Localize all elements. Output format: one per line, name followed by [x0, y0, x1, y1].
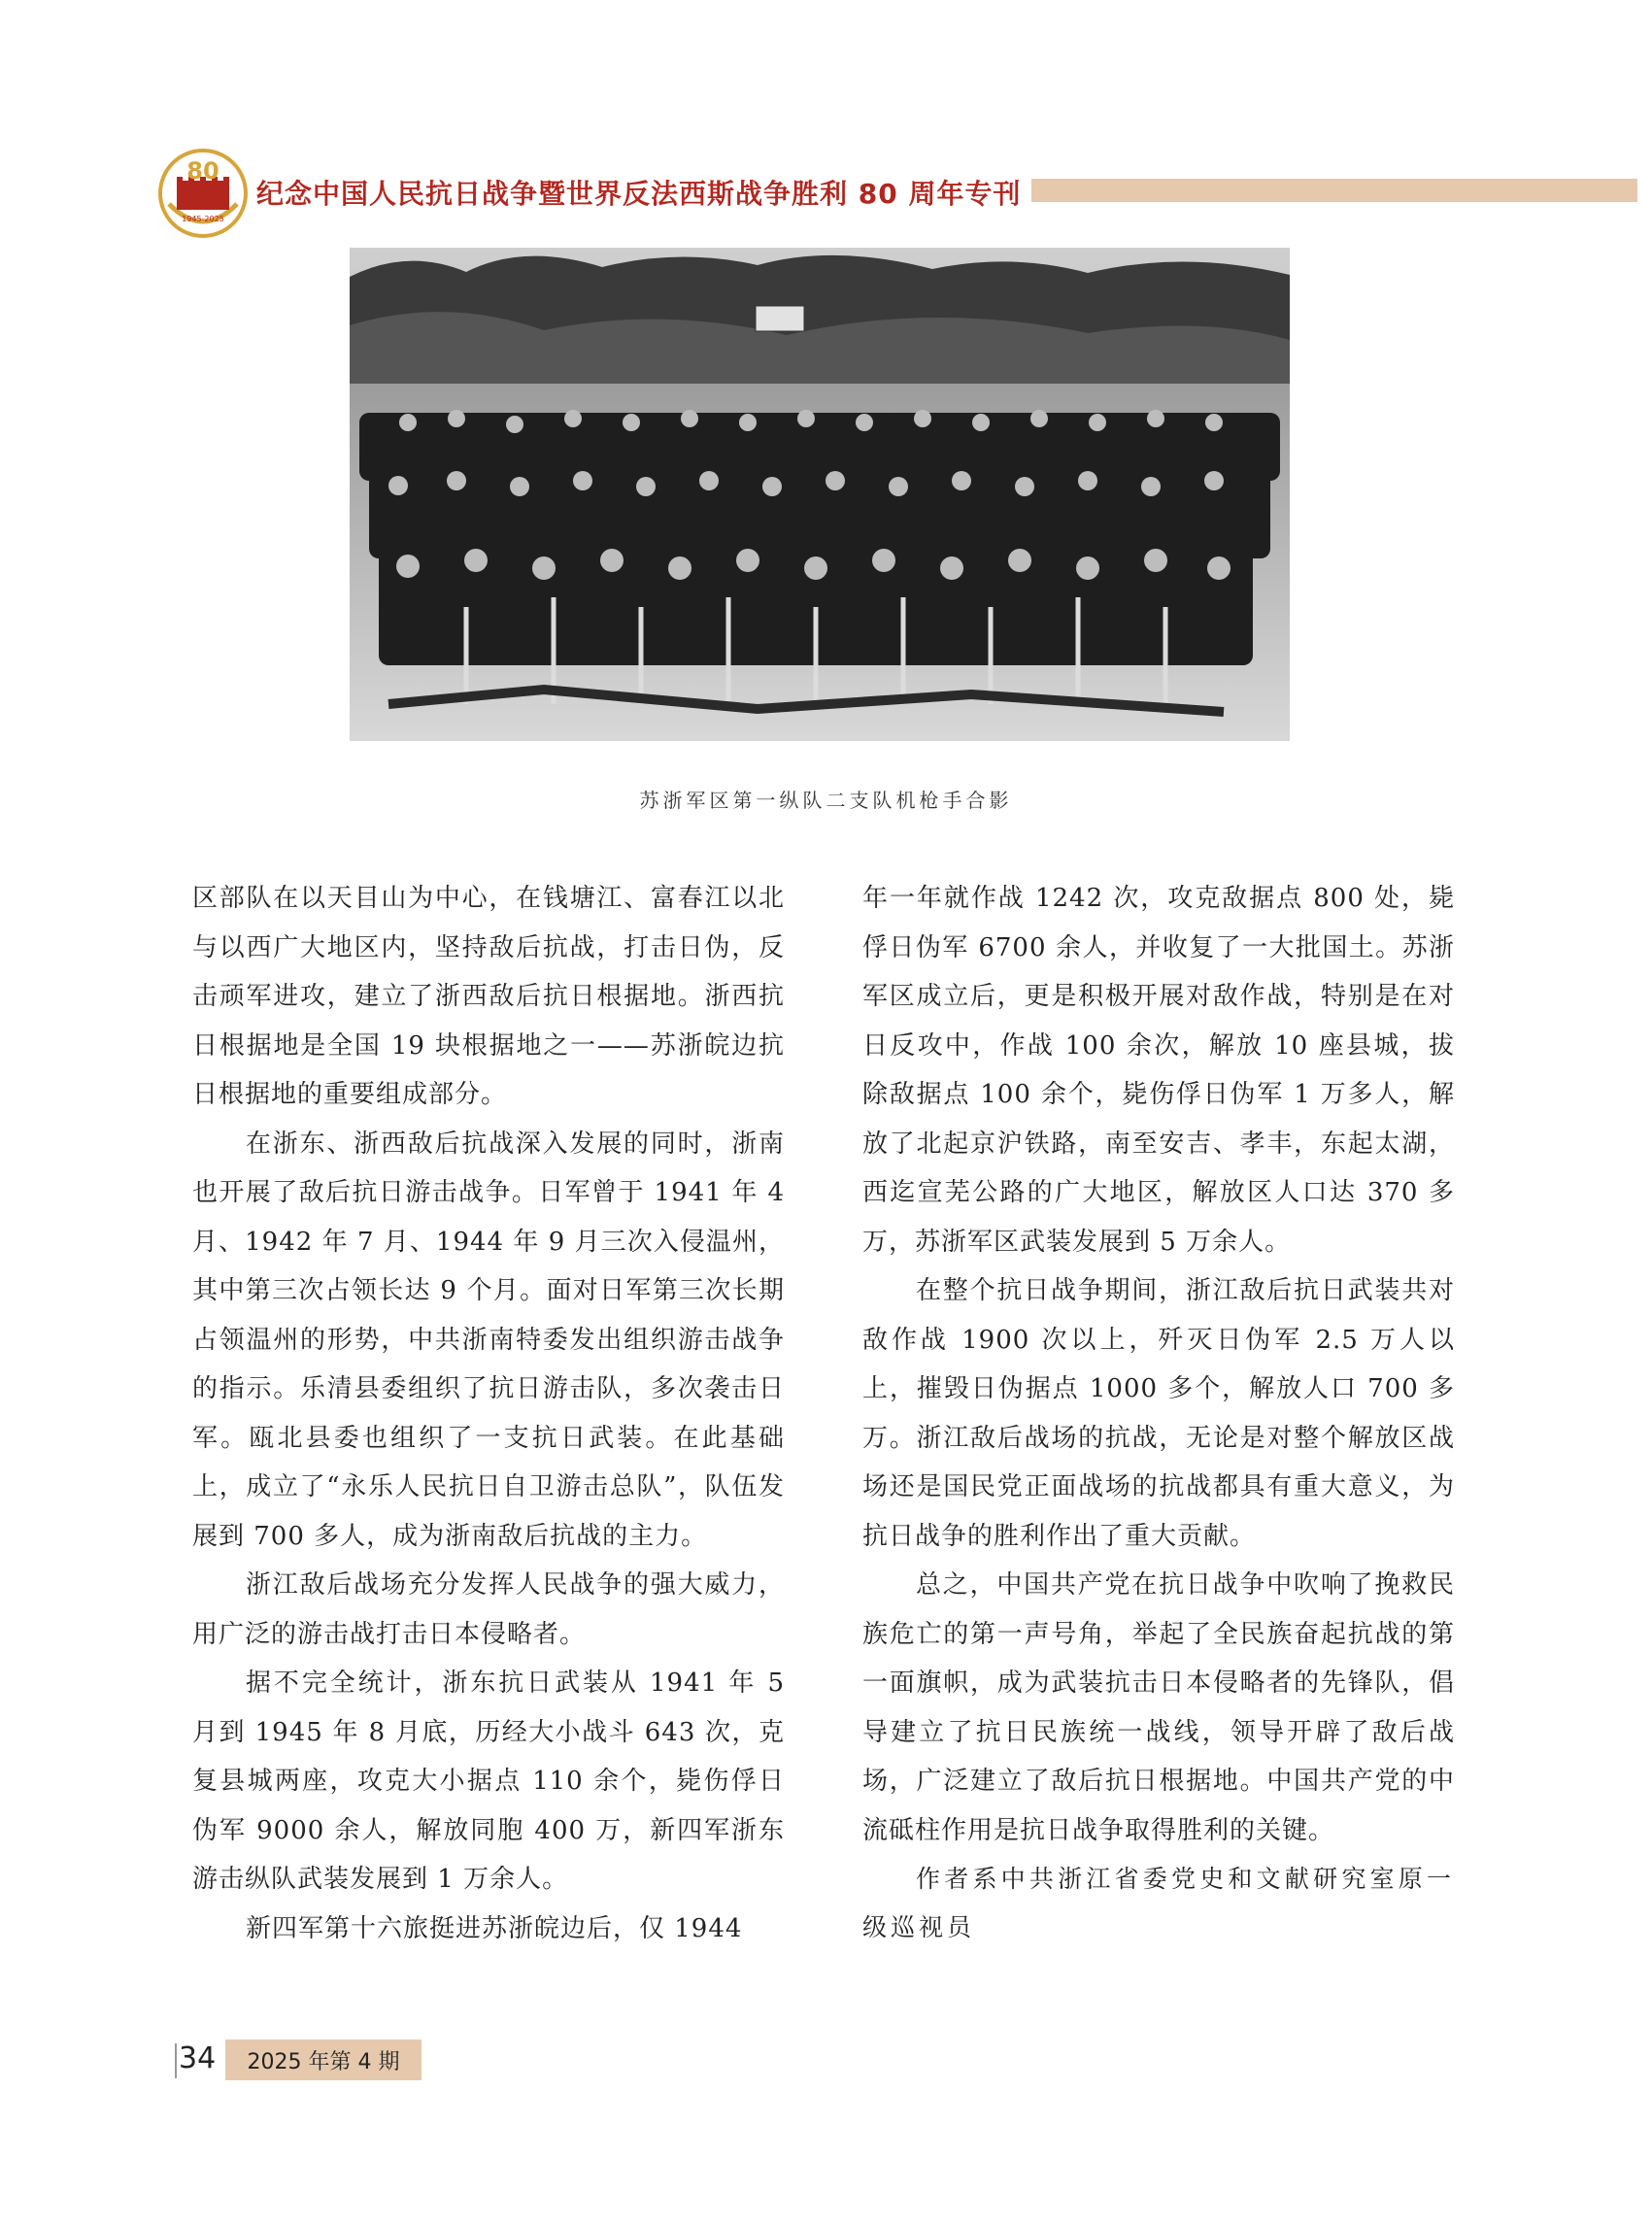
footer-divider [175, 2043, 177, 2078]
body-paragraph: 年一年就作战 1242 次，攻克敌据点 800 处，毙俘日伪军 6700 余人，并收复了一大批国土。苏浙军区成立后，更是积极开展对敌作战，特别是在对日反攻中，作战 100 余次，解放 10 座县城，拔除敌据点 100 余个，毙伤俘日伪军 1 万多人，解放了北起京沪铁路，南至安吉、孝丰，东起太湖，西迄宣芜公路的广大地区，解放区人口达 370 多万，苏浙军区武装发展到 5 万余人。 [862, 884, 1455, 1257]
body-paragraph: 在浙东、浙西敌后抗战深入发展的同时，浙南也开展了敌后抗日游击战争。日军曾于 1941 年 4 月、1942 年 7 月、1944 年 9 月三次入侵温州，其中第三次占领长达 9 个月。面对日军第三次长期占领温州的形势，中共浙南特委发出组织游击战争的指示。乐清县委组织了抗日游击队，多次袭击日军。瓯北县委也组织了一支抗日武装。在此基础上，成立了“永乐人民抗日自卫游击总队”，队伍发展到 700 多人，成为浙南敌后抗战的主力。 [192, 1129, 785, 1551]
header-decorative-bar [1031, 179, 1637, 202]
right-text-column [862, 874, 1455, 1952]
svg-text:1945-2025: 1945-2025 [182, 215, 224, 223]
body-paragraph: 浙江敌后战场充分发挥人民战争的强大威力，用广泛的游击战打击日本侵略者。 [192, 1570, 785, 1649]
commemorative-80-logo [155, 146, 251, 241]
photo-caption: 苏浙军区第一纵队二支队机枪手合影 [639, 789, 1013, 812]
header-title: 纪念中国人民抗日战争暨世界反法西斯战争胜利 80 周年专刊 [256, 178, 1022, 210]
svg-text:80: 80 [186, 157, 219, 185]
body-paragraph: 总之，中国共产党在抗日战争中吹响了挽救民族危亡的第一声号角，举起了全民族奋起抗战的第一面旗帜，成为武装抗击日本侵略者的先锋队，倡导建立了抗日民族统一战线，领导开辟了敌后战场，广泛建立了敌后抗日根据地。中国共产党的中流砥柱作用是抗日战争取得胜利的关键。 [862, 1570, 1455, 1845]
page-number: 34 [179, 2041, 217, 2075]
body-paragraph: 区部队在以天目山为中心，在钱塘江、富春江以北与以西广大地区内，坚持敌后抗战，打击日伪，反击顽军进攻，建立了浙西敌后抗日根据地。浙西抗日根据地是全国 19 块根据地之一——苏浙皖边抗日根据地的重要组成部分。 [192, 884, 785, 1109]
historical-group-photo [350, 248, 1290, 741]
issue-label: 2025 年第 4 期 [225, 2040, 421, 2080]
author-note: 作者系中共浙江省委党史和文献研究室原一级巡视员 [862, 1865, 1455, 1941]
body-paragraph: 新四军第十六旅挺进苏浙皖边后，仅 1944 [246, 1913, 743, 1943]
body-paragraph: 据不完全统计，浙东抗日武装从 1941 年 5 月到 1945 年 8 月底，历经大小战斗 643 次，克复县城两座，攻克大小据点 110 余个，毙伤俘日伪军 9000 余人，解放同胞 400 万，新四军浙东游击纵队武装发展到 1 万余人。 [192, 1669, 785, 1894]
left-text-column [192, 874, 785, 1953]
body-paragraph: 在整个抗日战争期间，浙江敌后抗日武装共对敌作战 1900 次以上，歼灭日伪军 2.5 万人以上，摧毁日伪据点 1000 多个，解放人口 700 多万。浙江敌后战场的抗战，无论是对整个解放区战场还是国民党正面战场的抗战都具有重大意义，为抗日战争的胜利作出了重大贡献。 [862, 1276, 1455, 1551]
